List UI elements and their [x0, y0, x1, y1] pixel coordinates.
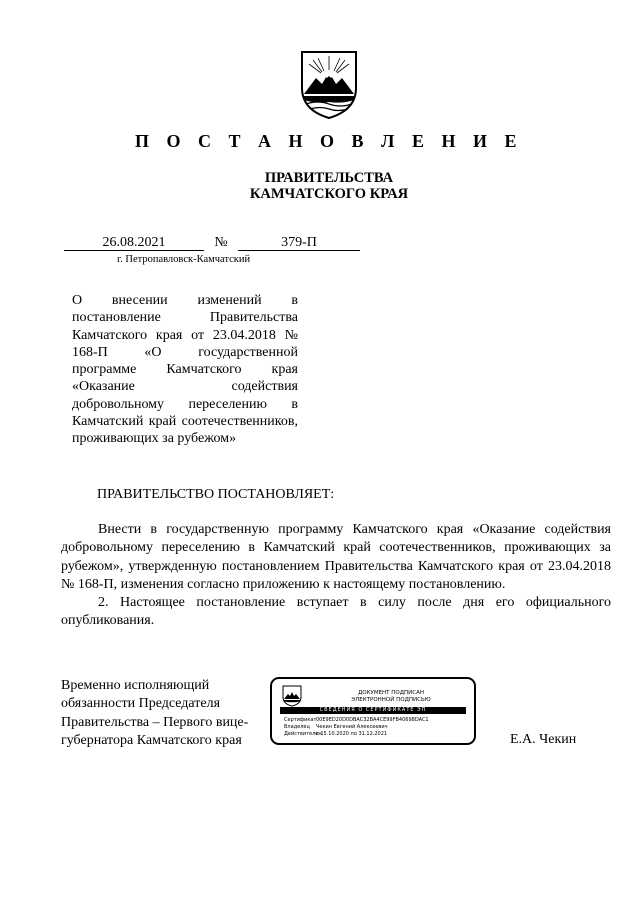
validity-row — [284, 731, 474, 738]
owner-row — [284, 724, 474, 731]
coat-of-arms-icon — [282, 685, 302, 707]
certificate-row — [284, 717, 474, 724]
validity-label: Действителен — [284, 731, 322, 737]
document-body — [61, 521, 611, 631]
city-line: г. Петропавловск-Камчатский — [117, 254, 251, 265]
signatory-name: Е.А. Чекин — [510, 732, 577, 747]
certificate-details — [284, 717, 474, 738]
stamp-heading-line-2: ЭЛЕКТРОННОЙ ПОДПИСЬЮ — [351, 697, 431, 703]
body-paragraph-2: 2. Настоящее постановление вступает в силу после дня его официального опубликования. — [61, 595, 611, 629]
certificate-value: 00E9ED20D0DBAC32BA4CE99FB40698DAC1 — [316, 717, 429, 723]
electronic-signature-stamp — [270, 677, 476, 745]
date-number-line — [64, 235, 360, 251]
issuer-line-2: КАМЧАТСКОГО КРАЯ — [249, 186, 409, 202]
owner-label: Владелец — [284, 724, 310, 730]
stamp-heading — [312, 690, 470, 704]
issuer-line-1: ПРАВИТЕЛЬСТВА — [264, 170, 394, 186]
document-type-heading: П О С Т А Н О В Л Е Н И Е — [135, 131, 523, 151]
owner-value: Чекин Евгений Алексеевич — [316, 724, 388, 730]
validity-value: с 15.10.2020 по 31.12.2021 — [316, 731, 388, 737]
document-date: 26.08.2021 — [64, 236, 204, 251]
document-subject: О внесении изменений в постановление Правительства Камчатского края от 23.04.2018 № 168-П «О государственной программе Камчатского края «Оказание содействия добровольному переселению в Камчатский край соотечественников, проживающих за рубежом» — [72, 293, 298, 447]
kamchatka-coat-of-arms-icon — [298, 48, 360, 120]
document-number: 379-П — [238, 236, 360, 251]
signatory-title: Временно исполняющий обязанности Председателя Правительства – Первого вице-губернатора Камчатского края — [61, 678, 249, 749]
stamp-heading-line-1: ДОКУМЕНТ ПОДПИСАН — [357, 690, 425, 696]
certificate-label: Сертификат — [284, 717, 317, 723]
number-sign: № — [214, 235, 228, 250]
decree-statement: ПРАВИТЕЛЬСТВО ПОСТАНОВЛЯЕТ: — [97, 487, 335, 502]
body-paragraph-1: Внести в государственную программу Камчатского края «Оказание содействия добровольному переселению в Камчатский край соотечественников, проживающих за рубежом», утвержденную постановлением Правительства Камчатского края от 23.04.2018 № 168-П, изменения согласно приложению к настоящему постановлению. — [61, 522, 611, 592]
certificate-info-bar: СВЕДЕНИЯ О СЕРТИФИКАТЕ ЭП — [280, 707, 466, 714]
